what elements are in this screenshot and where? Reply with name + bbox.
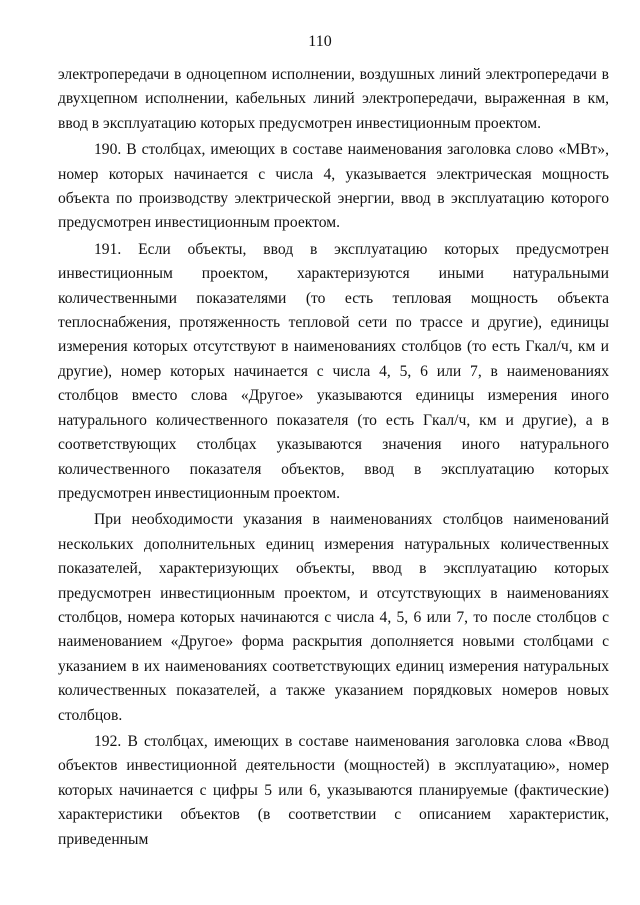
page-number: 110 (308, 33, 332, 50)
paragraph-191: 191. Если объекты, ввод в эксплуатацию которых предусмотрен инвестиционным проектом, характеризуются иными натуральными количественными показателями (то есть тепловая мощность объекта теплоснабжения, протяженность тепловой сети по трассе и другие), единицы измерения которых отсутствуют в наименованиях столбцов (то есть Гкал/ч, км и другие), номер которых начинается с числа 4, 5, 6 или 7, в наименованиях столбцов вместо слова «Другое» указываются единицы измерения иного натурального количественного показателя (то есть Гкал/ч, км и другие), а в соответствующих столбцах указываются значения иного натурального количественного показателя объектов, ввод в эксплуатацию которых предусмотрен инвестиционным проектом. (58, 240, 609, 502)
paragraph-190: 190. В столбцах, имеющих в составе наименования заголовка слово «МВт», номер которых начинается с числа 4, указывается электрическая мощность объекта по производству электрической энергии, ввод в эксплуатацию которого предусмотрен инвестиционным проектом. (58, 141, 609, 232)
paragraph-continuation: электропередачи в одноцепном исполнении, воздушных линий электропередачи в двухцепном исполнении, кабельных линий электропередачи, выраженная в км, ввод в эксплуатацию которых предусмотрен инвестиционным проектом. (58, 66, 609, 132)
document-body (58, 63, 609, 852)
paragraph-192: 192. В столбцах, имеющих в составе наименования заголовка слова «Ввод объектов инвестиционной деятельности (мощностей) в эксплуатацию», номер которых начинается с цифры 5 или 6, указываются планируемые (фактические) характеристики объектов (в соответствии с описанием характеристик, приведенным (58, 732, 609, 848)
paragraph-191-additional: При необходимости указания в наименованиях столбцов наименований нескольких дополнительных единиц измерения натуральных количественных показателей, характеризующих объекты, ввод в эксплуатацию которых предусмотрен инвестиционным проектом, и отсутствующих в наименованиях столбцов, номера которых начинаются с числа 4, 5, 6 или 7, то после столбцов с наименованием «Другое» форма раскрытия дополняется новыми столбцами с указанием в их наименованиях соответствующих единиц измерения натуральных количественных показателей, а также указанием порядковых номеров новых столбцов. (58, 511, 609, 724)
